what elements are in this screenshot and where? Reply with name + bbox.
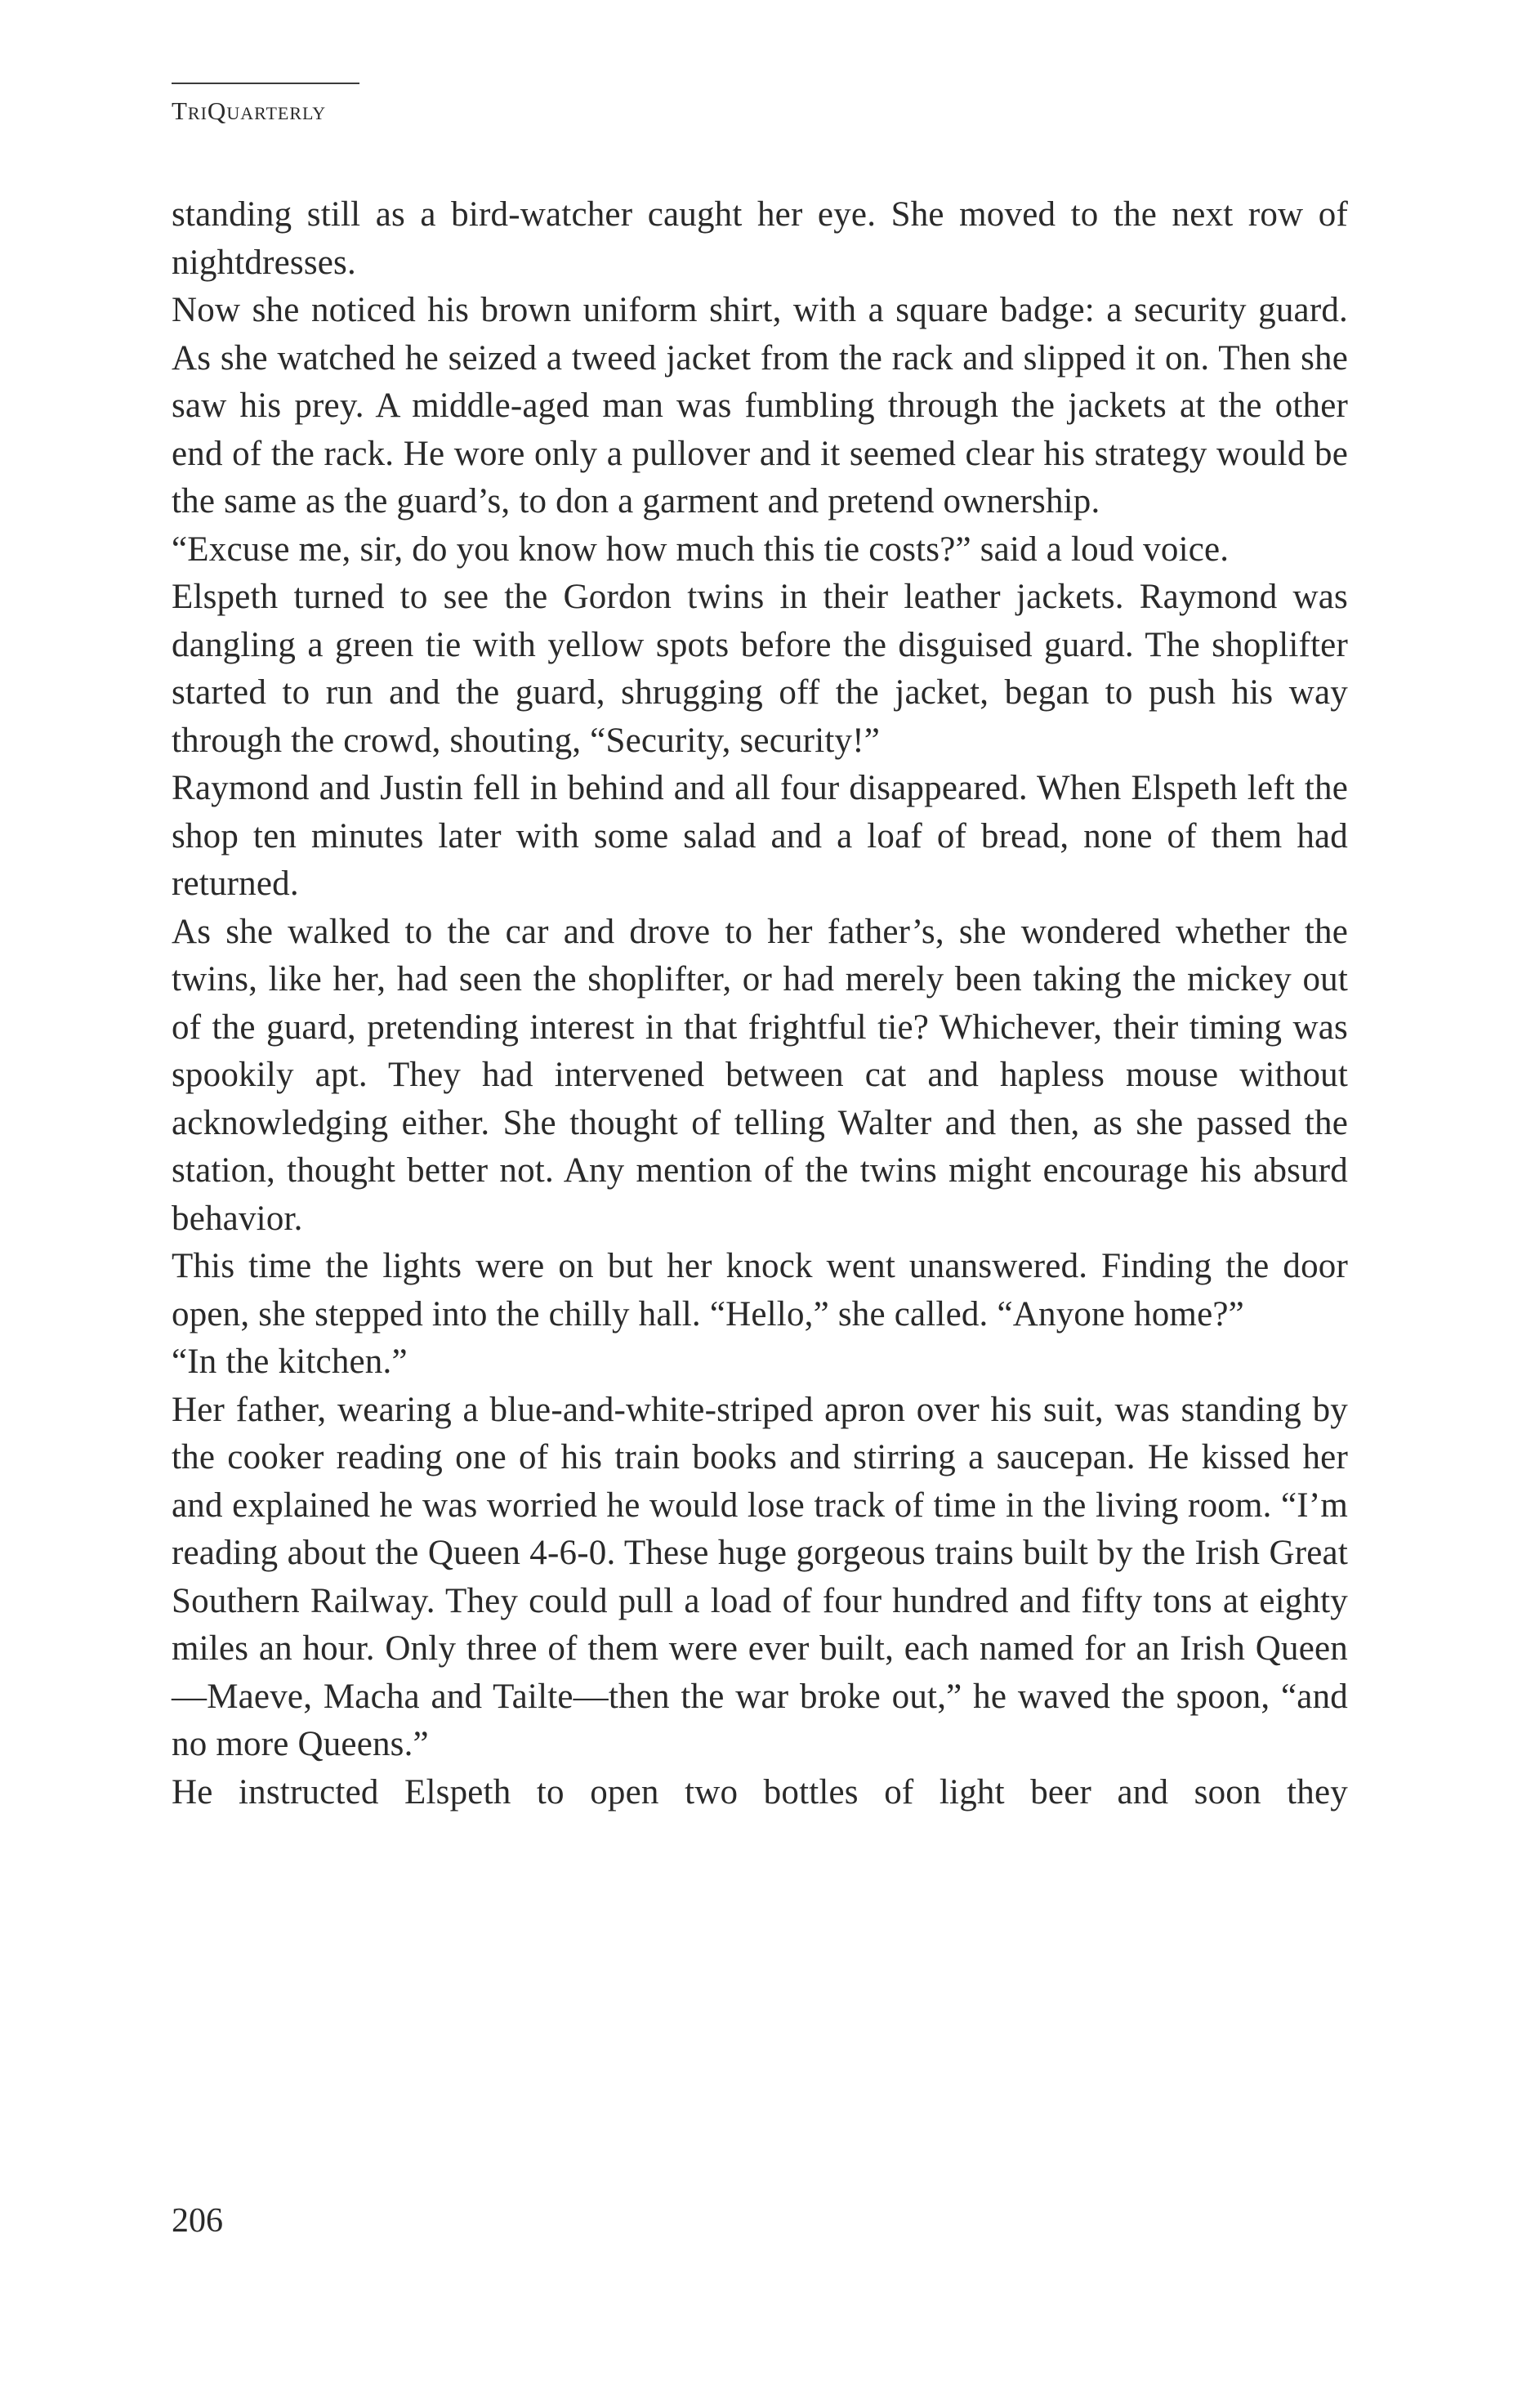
paragraph-1: standing still as a bird-watcher caught her eye. She moved to the next row of nightdresses. xyxy=(172,195,1348,282)
paragraph-3: “Excuse me, sir, do you know how much this tie costs?” said a loud voice. xyxy=(172,529,1230,569)
paragraph-5: Raymond and Justin fell in behind and all four disappeared. When Elspeth left the shop ten minutes later with some salad and a loaf of bread, none of them had returned. xyxy=(172,769,1348,903)
paragraph-10: He instructed Elspeth to open two bottles of light beer and soon they xyxy=(172,1772,1348,1812)
paragraph-7: This time the lights were on but her knock went unanswered. Finding the door open, she stepped into the chilly hall. “Hello,” she called. “Anyone home?” xyxy=(172,1247,1348,1334)
paragraph-6: As she walked to the car and drove to her father’s, she wondered whether the twins, like her, had seen the shoplifter, or had merely been taking the mickey out of the guard, pretending interest in that frightful tie? Whichever, their timing was spookily apt. They had intervened between cat and hapless mouse without acknowledging either. She thought of telling Walter and then, as she passed the station, thought better not. Any mention of the twins might encourage his absurd behavior. xyxy=(172,912,1348,1238)
paragraph-8: “In the kitchen.” xyxy=(172,1342,408,1381)
paragraph-2: Now she noticed his brown uniform shirt, with a square badge: a security guard. As she watched he seized a tweed jacket from the rack and slipped it on. Then she saw his prey. A middle-aged man was fumbling through the jackets at the other end of the rack. He wore only a pullover and it seemed clear his strategy would be the same as the guard’s, to don a garment and pretend ownership. xyxy=(172,291,1348,520)
body-text xyxy=(172,191,1348,1816)
page-number: 206 xyxy=(172,2202,223,2240)
paragraph-9: Her father, wearing a blue-and-white-striped apron over his suit, was standing by the cooker reading one of his train books and stirring a saucepan. He kissed her and explained he was worried he would lose track of time in the living room. “I’m reading about the Queen 4-6-0. These huge gorgeous trains built by the Irish Great Southern Railway. They could pull a load of four hundred and fifty tons at eighty miles an hour. Only three of them were ever built, each named for an Irish Queen—Maeve, Macha and Tailte—then the war broke out,” he waved the spoon, “and no more Queens.” xyxy=(172,1390,1348,1763)
header-rule xyxy=(172,83,359,84)
running-head: TriQuarterly xyxy=(172,96,327,125)
paragraph-4: Elspeth turned to see the Gordon twins in their leather jackets. Raymond was dangling a green tie with yellow spots before the disguised guard. The shoplifter started to run and the guard, shrugging off the jacket, began to push his way through the crowd, shouting, “Security, security!” xyxy=(172,578,1348,760)
